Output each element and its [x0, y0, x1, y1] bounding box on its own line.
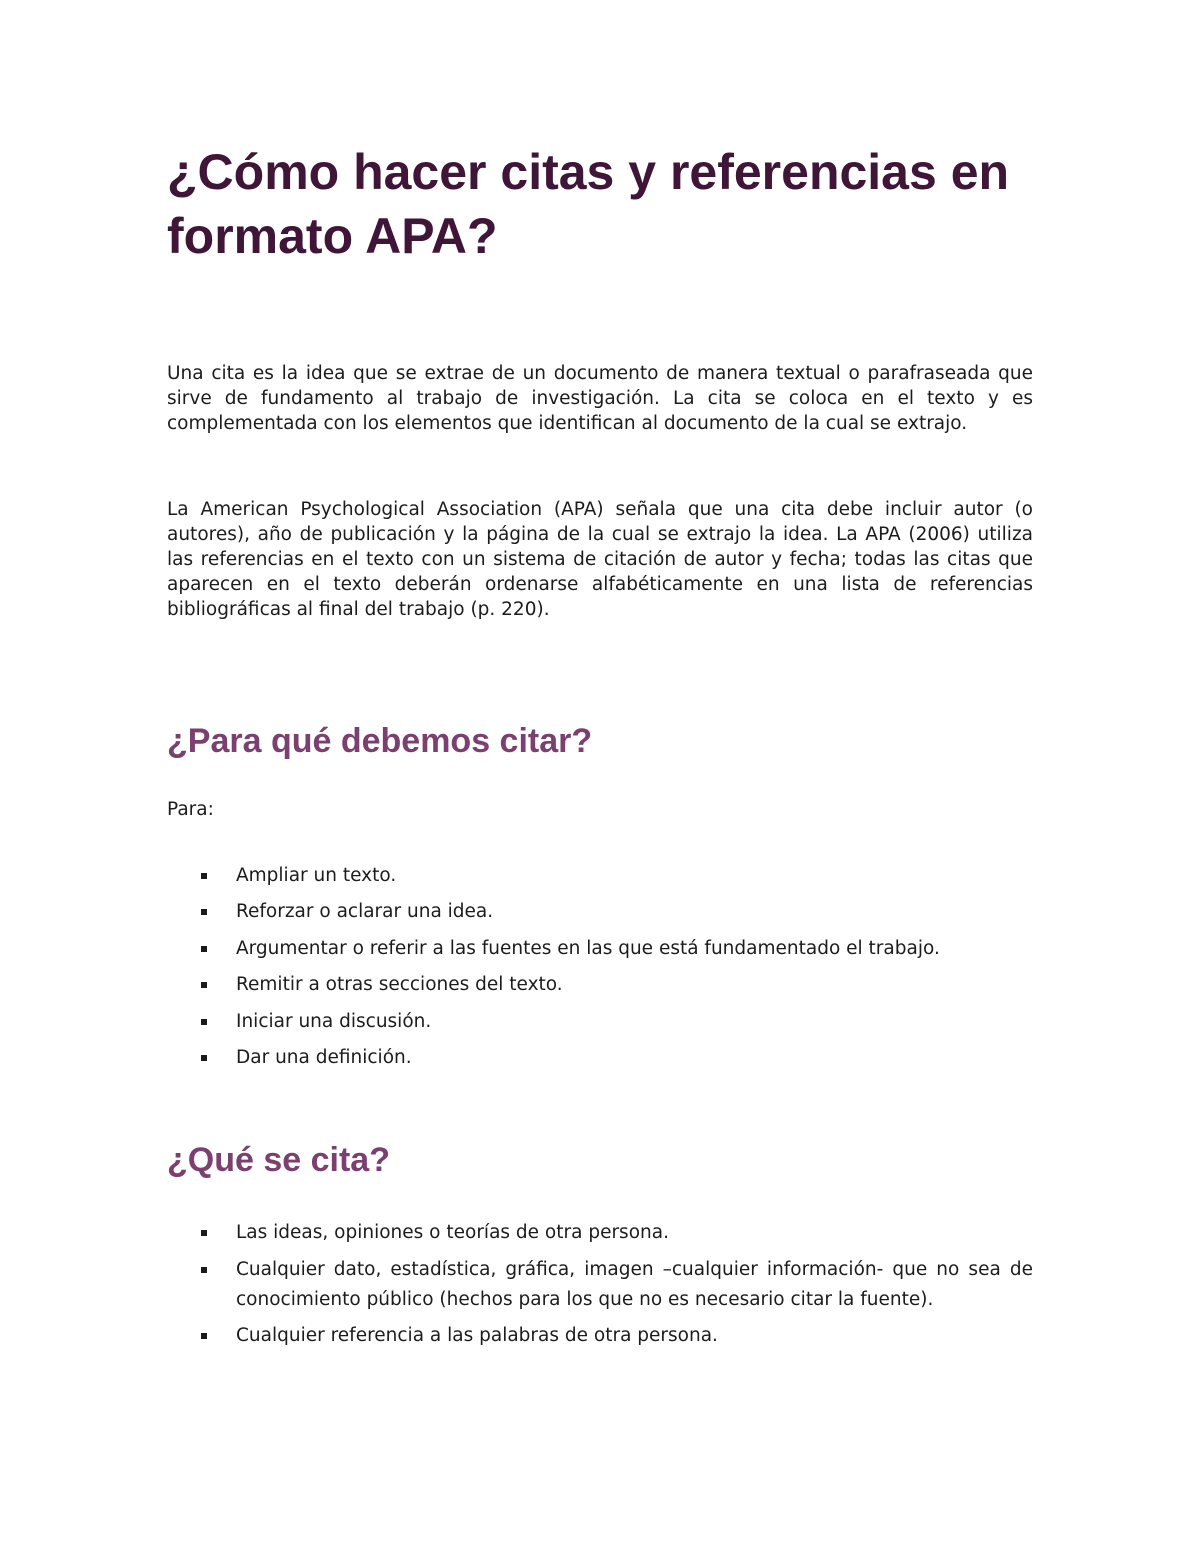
square-bullet-icon — [201, 1230, 207, 1236]
list-item-text: Remitir a otras secciones del texto. — [236, 974, 563, 996]
list-item — [167, 970, 1033, 1000]
list-item-text: Cualquier referencia a las palabras de otra persona. — [236, 1325, 718, 1346]
page-title: ¿Cómo hacer citas y referencias en formato APA? — [167, 144, 1010, 264]
intro-paragraph-1: Una cita es la idea que se extrae de un documento de manera textual o parafraseada que sirve de fundamento al trabajo de investigación. La cita se coloca en el texto y es complementada con los elementos que identifican al documento de la cual se extrajo. — [167, 363, 1033, 434]
list-item — [167, 1321, 1033, 1351]
square-bullet-icon — [201, 946, 207, 952]
section-heading-why-cite: ¿Para qué debemos citar? — [167, 722, 593, 760]
square-bullet-icon — [201, 873, 207, 879]
why-cite-list — [167, 861, 1033, 1079]
list-item-text: Iniciar una discusión. — [236, 1010, 432, 1032]
square-bullet-icon — [201, 1019, 207, 1025]
list-item-text: Ampliar un texto. — [236, 865, 397, 886]
list-item-text: Las ideas, opiniones o teorías de otra persona. — [236, 1222, 669, 1243]
square-bullet-icon — [201, 1267, 207, 1273]
list-item — [167, 1218, 1033, 1248]
list-item — [167, 1007, 1033, 1037]
intro-paragraph-2: La American Psychological Association (APA) señala que una cita debe incluir autor (o autores), año de publicación y la página de la cual se extrajo la idea. La APA (2006) utiliza las referencias en el texto con un sistema de citación de autor y fecha; todas las citas que aparecen en el texto deberán ordenarse alfabéticamente en una lista de referencias bibliográficas al final del trabajo (p. 220). — [167, 499, 1033, 620]
why-lead-text: Para: — [167, 799, 214, 820]
section-heading-what-to-cite: ¿Qué se cita? — [167, 1141, 390, 1179]
list-item — [167, 934, 1033, 964]
list-item-text: Reforzar o aclarar una idea. — [236, 901, 494, 923]
square-bullet-icon — [201, 909, 207, 915]
list-item — [167, 1043, 1033, 1073]
what-to-cite-list — [167, 1218, 1033, 1358]
square-bullet-icon — [201, 1055, 207, 1061]
list-item — [167, 897, 1033, 927]
list-item-text: Dar una definición. — [236, 1046, 412, 1068]
list-item — [167, 861, 1033, 891]
square-bullet-icon — [201, 1333, 207, 1339]
list-item-text: Argumentar o referir a las fuentes en las que está fundamentado el trabajo. — [236, 937, 940, 959]
list-item-text: Cualquier dato, estadística, gráfica, imagen –cualquier información- que no sea de conocimiento público (hechos para los que no es necesario citar la fuente). — [236, 1258, 1033, 1310]
square-bullet-icon — [201, 982, 207, 988]
list-item — [167, 1255, 1033, 1315]
